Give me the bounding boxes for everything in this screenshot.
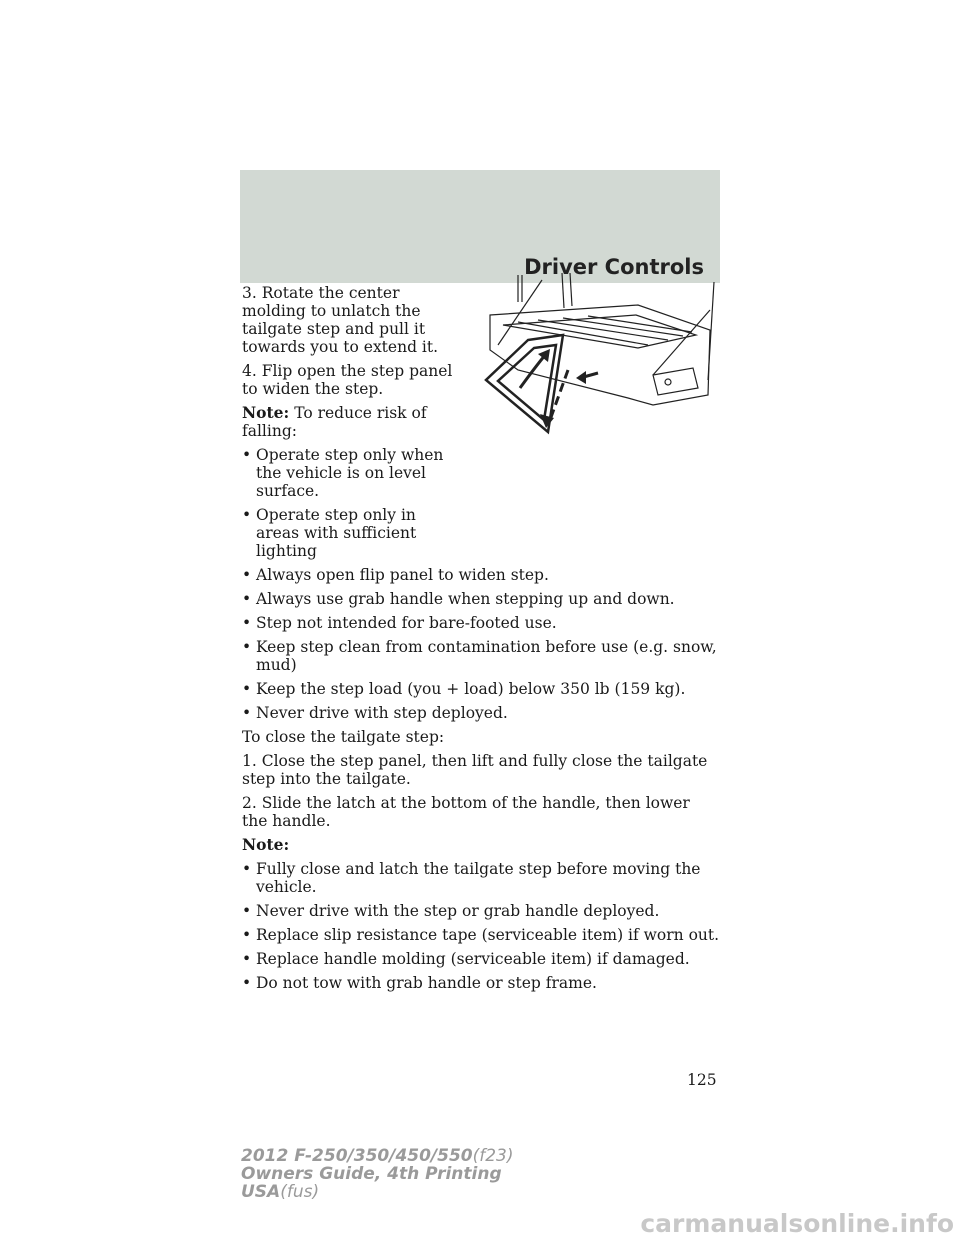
footer-line-1: 2012 F-250/350/450/550(f23) <box>241 1146 514 1166</box>
section-title: Driver Controls <box>524 255 704 279</box>
bullet-icon: • <box>242 566 252 584</box>
bullet-icon: • <box>242 926 252 944</box>
footer-line-3: USA(fus) <box>241 1182 320 1202</box>
instruction-step-3: 3. Rotate the center molding to unlatch the tailgate step and pull it towards you to extend it. <box>242 284 439 356</box>
list-item: • Always use grab handle when stepping up and down. <box>242 590 675 608</box>
bullet-icon: • <box>242 446 252 464</box>
list-item: • Operate step only in areas with sufficient lighting <box>242 506 417 560</box>
list-item: • Keep step clean from contamination before use (e.g. snow, mud) <box>242 638 717 674</box>
header-band <box>240 170 720 283</box>
close-intro: To close the tailgate step: <box>242 728 445 746</box>
list-item: • Operate step only when the vehicle is on level surface. <box>242 446 444 500</box>
page-number: 125 <box>687 1071 717 1089</box>
close-step-2: 2. Slide the latch at the bottom of the handle, then lower the handle. <box>242 794 690 830</box>
bullet-icon: • <box>242 974 252 992</box>
bullet-icon: • <box>242 614 252 632</box>
bullet-icon: • <box>242 860 252 878</box>
bullet-icon: • <box>242 950 252 968</box>
note-1 <box>242 404 462 440</box>
footer-line-2: Owners Guide, 4th Printing <box>241 1164 502 1184</box>
note-label: Note: <box>242 403 290 422</box>
bullet-icon: • <box>242 638 252 656</box>
bullet-icon: • <box>242 902 252 920</box>
list-item: • Never drive with step deployed. <box>242 704 508 722</box>
note-text: To reduce risk of falling: <box>242 404 427 440</box>
close-step-1: 1. Close the step panel, then lift and fully close the tailgate step into the tailgate. <box>242 752 708 788</box>
list-item: • Keep the step load (you + load) below 350 lb (159 kg). <box>242 680 686 698</box>
list-item: • Always open flip panel to widen step. <box>242 566 549 584</box>
list-item: • Replace slip resistance tape (serviceable item) if worn out. <box>242 926 720 944</box>
list-item: • Fully close and latch the tailgate step before moving the vehicle. <box>242 860 701 896</box>
bullet-icon: • <box>242 506 252 524</box>
bullet-icon: • <box>242 590 252 608</box>
bullet-icon: • <box>242 680 252 698</box>
note-2-label: Note: <box>242 835 290 854</box>
instruction-step-4: 4. Flip open the step panel to widen the step. <box>242 362 453 398</box>
footer <box>241 1147 514 1201</box>
list-item: • Replace handle molding (serviceable item) if damaged. <box>242 950 690 968</box>
list-item: • Do not tow with grab handle or step frame. <box>242 974 597 992</box>
list-item: • Never drive with the step or grab handle deployed. <box>242 902 660 920</box>
list-item: • Step not intended for bare-footed use. <box>242 614 557 632</box>
watermark[interactable]: carmanualsonline.info <box>640 1209 954 1238</box>
body-text <box>242 284 720 998</box>
bullet-icon: • <box>242 704 252 722</box>
